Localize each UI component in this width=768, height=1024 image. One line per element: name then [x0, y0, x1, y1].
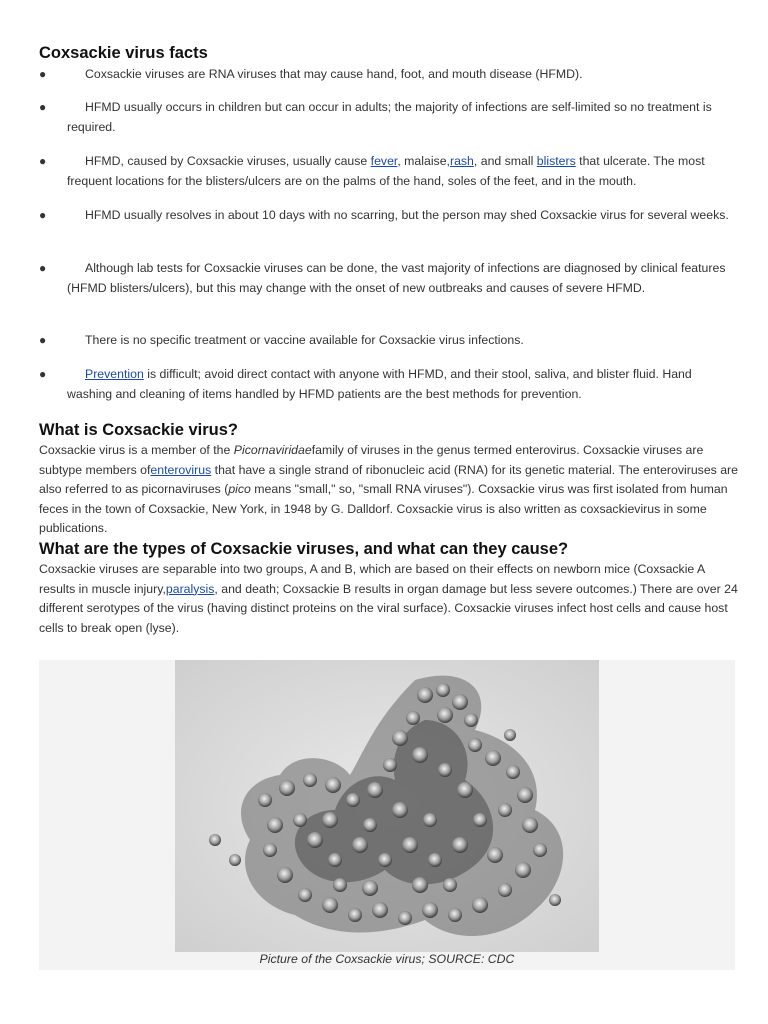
bullet-icon: ● — [39, 333, 47, 347]
virus-micrograph-image — [175, 660, 599, 952]
prevention-link[interactable]: Prevention — [85, 367, 144, 381]
bullet-icon: ● — [39, 67, 47, 81]
virus-micrograph — [175, 660, 599, 952]
types-paragraph: Coxsackie viruses are separable into two groups, A and B, which are based on their effects on newborn mice (Coxsackie A results in muscle injury,paralysis, and death; Coxsackie B results in organ damage but less severe outcomes.) There are over 24 different serotypes of the virus (having distinct proteins on the viral surface). Coxsackie viruses infect host cells and cause host cells to break open (lyse). — [39, 562, 738, 635]
bullet-icon: ● — [39, 261, 47, 275]
list-item: ● HFMD usually resolves in about 10 days with no scarring, but the person may shed Coxsackie virus for several weeks. — [39, 205, 739, 225]
list-item: ● HFMD usually occurs in children but can occur in adults; the majority of infections are self-limited so no treatment is required. — [39, 97, 739, 137]
blisters-link[interactable]: blisters — [536, 154, 576, 168]
list-item: ● HFMD, caused by Coxsackie viruses, usually cause fever, malaise,rash, and small blisters that ulcerate. The most frequent locations for the blisters/ulcers are on the palms of the hand, soles of the feet, and in the mouth. — [39, 151, 739, 191]
figure-caption: Picture of the Coxsackie virus; SOURCE: CDC — [259, 952, 515, 966]
paralysis-link[interactable]: paralysis — [165, 581, 215, 596]
list-item: ● There is no specific treatment or vaccine available for Coxsackie virus infections. — [39, 330, 739, 350]
rash-link[interactable]: rash — [449, 154, 474, 168]
list-item: ● Prevention is difficult; avoid direct contact with anyone with HFMD, and their stool, saliva, and blister fluid. Hand washing and cleaning of items handled by HFMD patients are the best methods for prevention. — [39, 364, 739, 404]
list-item: ● Coxsackie viruses are RNA viruses that may cause hand, foot, and mouth disease (HFMD). — [39, 64, 739, 84]
facts-heading: Coxsackie virus facts — [39, 44, 208, 62]
bullet-icon: ● — [39, 100, 47, 114]
what-paragraph: Coxsackie virus is a member of the Picornaviridaefamily of viruses in the genus termed enterovirus. Coxsackie viruses are subtype members ofenterovirus that have a single strand of ribonucleic acid (RNA) for its genetic material. The enteroviruses are also referred to as picornaviruses (pico means "small," so, "small RNA viruses"). Coxsackie virus was first isolated from human feces in the town of Coxsackie, New York, in 1948 by G. Dalldorf. Coxsackie virus is also written as coxsackievirus in some publications. — [39, 443, 738, 536]
bullet-icon: ● — [39, 367, 47, 381]
types-heading: What are the types of Coxsackie viruses, and what can they cause? — [39, 540, 569, 558]
bullet-icon: ● — [39, 208, 47, 222]
enterovirus-link[interactable]: enterovirus — [150, 462, 212, 477]
fever-link[interactable]: fever — [370, 154, 398, 168]
bullet-icon: ● — [39, 154, 47, 168]
list-item: ● Although lab tests for Coxsackie viruses can be done, the vast majority of infections are diagnosed by clinical features (HFMD blisters/ulcers), but this may change with the onset of new outbreaks and causes of severe HFMD. — [39, 258, 739, 298]
what-heading: What is Coxsackie virus? — [39, 421, 238, 439]
